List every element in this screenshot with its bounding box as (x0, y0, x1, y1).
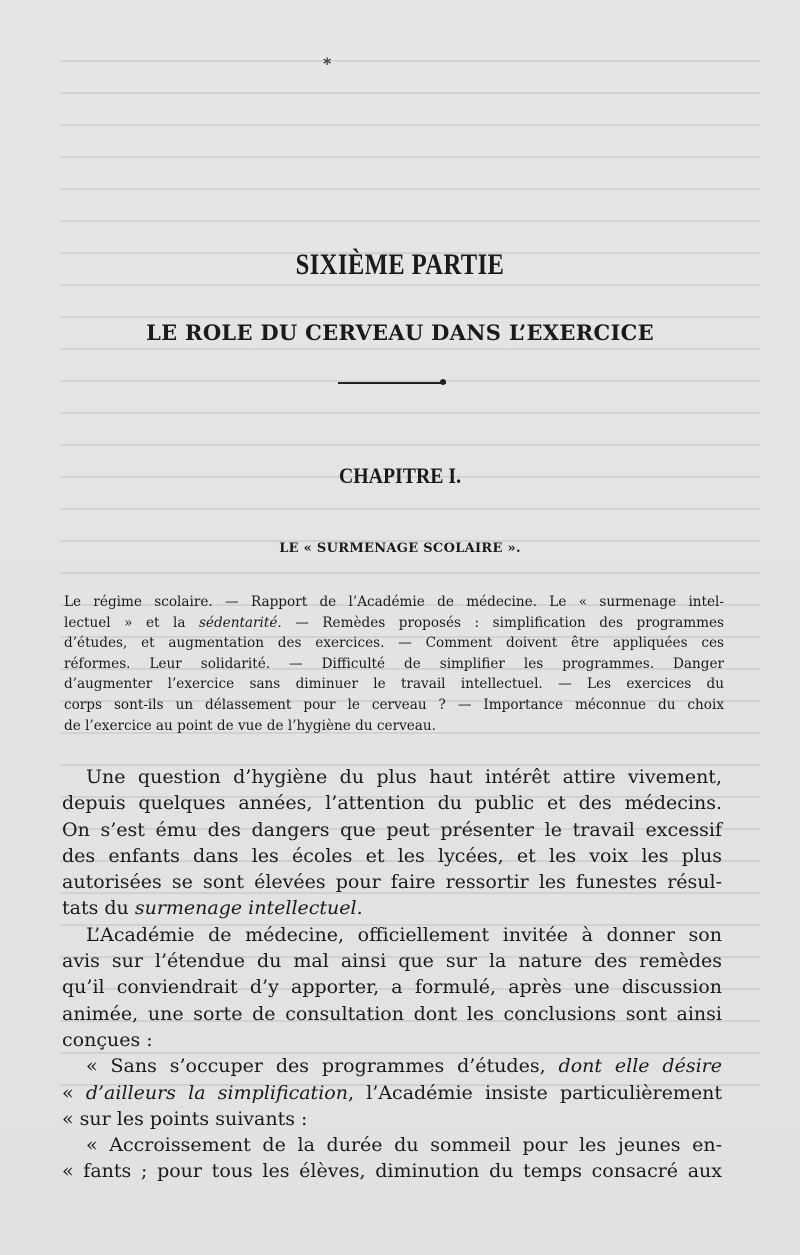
summary-line: lectuel » et la sédentarité. — Remèdes proposés : simplification des programmes (64, 614, 724, 631)
part-title: SIXIÈME PARTIE (295, 248, 505, 281)
body-line: autorisées se sont élevées pour faire ressortir les funestes résul- (62, 871, 722, 894)
summary-line (64, 674, 724, 695)
body-line: « Accroissement de la durée du sommeil pour les jeunes en- (86, 1134, 722, 1157)
summary-line (64, 633, 724, 654)
body-line: « Sans s’occuper des programmes d’études, dont elle désire (86, 1055, 722, 1078)
body-line: des enfants dans les écoles et les lycées, et les voix les plus (62, 844, 722, 867)
body-line: conçues : (62, 1028, 153, 1051)
body-line: depuis quelques années, l’attention du public et des médecins. (62, 792, 722, 815)
body-line: animée, une sorte de consultation dont les conclusions sont ainsi (62, 1002, 722, 1025)
main-title: LE ROLE DU CERVEAU DANS L’EXERCICE (146, 320, 654, 345)
body-line: Une question d’hygiène du plus haut intérêt attire vivement, (86, 766, 722, 788)
chapter-summary (64, 592, 724, 736)
chapter-heading: CHAPITRE I. (338, 463, 462, 488)
summary-text: d’études, et augmentation des exercices. — Comment doivent être appliquées ces (64, 635, 724, 652)
body-line: tats du surmenage intellectuel. (62, 897, 363, 920)
header-mark: * (323, 54, 332, 73)
summary-line (64, 654, 724, 675)
body-line: « fants ; pour tous les élèves, diminution du temps consacré aux (62, 1160, 722, 1183)
section-heading: LE « SURMENAGE SCOLAIRE ». (279, 541, 521, 556)
summary-text: de l’exercice au point de vue de l’hygiène du cerveau. (64, 717, 436, 734)
summary-line (64, 592, 724, 613)
summary-text: réformes. Leur solidarité. — Difficulté de simplifier les programmes. Danger (64, 655, 724, 672)
body-text (62, 764, 722, 1185)
body-line: avis sur l’étendue du mal ainsi que sur la nature des remèdes (62, 950, 722, 973)
body-line: « d’ailleurs la simplification, l’Académie insiste particulièrement (62, 1081, 722, 1104)
body-line: L’Académie de médecine, officiellement invitée à donner son (86, 923, 722, 946)
body-line: On s’est ému des dangers que peut présenter le travail excessif (62, 818, 722, 841)
decorative-rule-dot (440, 379, 446, 385)
summary-text: Le régime scolaire. — Rapport de l’Académie de médecine. Le « surmenage intel- (64, 594, 724, 610)
summary-text: corps sont-ils un délassement pour le cerveau ? — Importance méconnue du choix (64, 696, 724, 713)
summary-text: d’augmenter l’exercice sans diminuer le travail intellectuel. — Les exercices du (64, 676, 724, 693)
body-line: qu’il conviendrait d’y apporter, a formulé, après une discussion (62, 976, 722, 999)
decorative-rule (338, 382, 446, 384)
body-line: « sur les points suivants : (62, 1107, 308, 1130)
summary-line (64, 716, 724, 737)
summary-line (64, 695, 724, 716)
